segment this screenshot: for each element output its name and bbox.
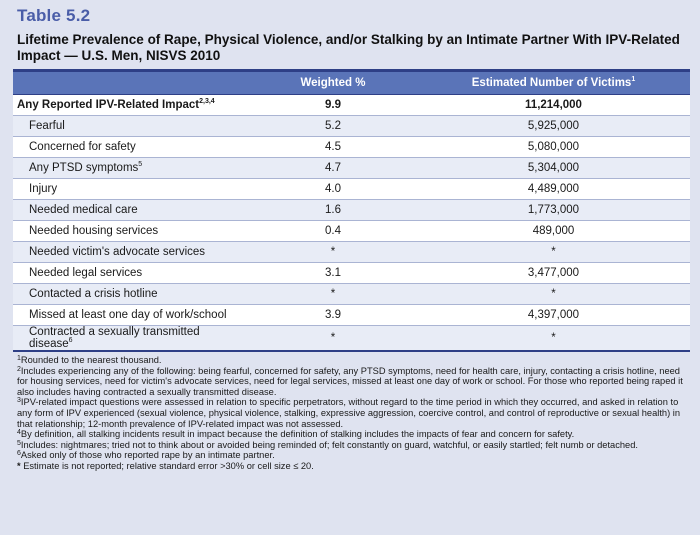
header-blank [13,71,249,95]
header-weighted-percent-label: Weighted % [300,77,366,89]
weighted-percent-cell: 0.4 [249,221,417,242]
table-row [13,179,690,200]
footnote [17,366,689,398]
footnote [17,429,689,440]
weighted-percent-cell: 9.9 [249,95,417,116]
footnote-text: Includes: nightmares; tried not to think about or avoided being reminded of; felt constantly on guard, watchful, or easily startled; felt numb or detached. [20,439,638,450]
weighted-percent-cell: * [249,326,417,352]
table-header-row [13,71,690,95]
row-label-cell [13,326,249,352]
weighted-percent-cell: 1.6 [249,200,417,221]
weighted-percent-cell: 5.2 [249,116,417,137]
data-table [13,69,690,352]
footnote-text: Asked only of those who reported rape by an intimate partner. [20,450,275,461]
row-footnote-mark: 2,3,4 [199,98,215,105]
table-number: Table 5.2 [17,6,91,25]
table-row [13,242,690,263]
table-row [13,221,690,242]
footnote-mark: * [17,460,24,471]
row-label: Any Reported IPV-Related Impact [17,99,200,111]
table-row [13,305,690,326]
estimated-victims-cell: 11,214,000 [417,95,690,116]
row-label-cell [13,137,249,158]
footnotes [17,355,689,472]
footnote-mark: 6 [17,450,21,458]
estimated-victims-cell: 5,080,000 [417,137,690,158]
row-label: Contracted a sexually transmitted disease [29,326,200,350]
row-label-cell [13,200,249,221]
row-footnote-mark: 6 [68,337,73,344]
row-label: Contacted a crisis hotline [29,288,158,300]
table-row [13,200,690,221]
row-label: Any PTSD symptoms [29,162,139,174]
weighted-percent-cell: 4.5 [249,137,417,158]
row-label: Needed victim's advocate services [29,246,206,258]
footnote-mark: 5 [17,439,21,447]
weighted-percent-cell: * [249,284,417,305]
footnote-mark: 2 [17,365,21,373]
table-row [13,326,690,352]
table-row [13,116,690,137]
estimated-victims-cell: * [417,326,690,352]
header-estimated-victims-label: Estimated Number of Victims [471,77,632,89]
footnote-text: Rounded to the nearest thousand. [20,355,162,365]
estimated-victims-cell: 1,773,000 [417,200,690,221]
estimated-victims-cell: * [417,242,690,263]
row-label: Needed housing services [29,225,159,237]
footnote [17,450,689,461]
footnote-text: Includes experiencing any of the following: being fearful, concerned for safety, any PTSD symptoms, need for health care, injury, contacting a crisis hotline, need for housing services, need for victim's advocate services, need for legal services, missed at least one day of work or school. For those who reported being raped it also includes having contracted a sexually transmitted disease. [17,365,683,397]
estimated-victims-cell: 4,397,000 [417,305,690,326]
footnote-text: Estimate is not reported; relative standard error >30% or cell size ≤ 20. [23,460,314,471]
weighted-percent-cell: 3.1 [249,263,417,284]
header-weighted-percent [249,71,417,95]
row-label-cell [13,242,249,263]
row-label: Needed legal services [29,267,143,279]
estimated-victims-cell: 489,000 [417,221,690,242]
row-label: Missed at least one day of work/school [29,309,227,321]
row-footnote-mark: 5 [138,161,143,168]
table-row [13,137,690,158]
footnote-text: By definition, all stalking incidents result in impact because the definition of stalking includes the impacts of fear and concern for safety. [20,429,575,440]
row-label-cell [13,284,249,305]
table-title: Lifetime Prevalence of Rape, Physical Violence, and/or Stalking by an Intimate Partner With IPV-Related Impact — U.S. Men, NISVS 2010 [17,32,680,63]
footnote-mark: 3 [17,397,21,405]
weighted-percent-cell: 4.0 [249,179,417,200]
table-row [13,95,690,116]
estimated-victims-cell: 4,489,000 [417,179,690,200]
estimated-victims-cell: * [417,284,690,305]
footnote [17,397,689,429]
weighted-percent-cell: 4.7 [249,158,417,179]
row-label: Fearful [29,120,65,132]
table-row [13,284,690,305]
header-estimated-victims [417,71,690,95]
header-footnote-mark: 1 [631,76,636,83]
row-label: Concerned for safety [29,141,136,153]
row-label: Needed medical care [29,204,138,216]
footnote-mark: 4 [17,429,21,437]
row-label-cell [13,95,249,116]
footnote-text: IPV-related impact questions were assessed in relation to specific perpetrators, without regard to the time period in which they occurred, and asked in relation to any form of IPV experienced (sexual violence, physical violence, stalking, expressive aggression, coercive control, and control of reproductive or sexual health) in that relationship; 12-month prevalence of IPV-related impact was not assessed. [17,397,681,429]
estimated-victims-cell: 5,925,000 [417,116,690,137]
row-label: Injury [29,183,58,195]
estimated-victims-cell: 5,304,000 [417,158,690,179]
footnote [17,461,689,472]
table-row [13,158,690,179]
row-label-cell [13,305,249,326]
row-label-cell [13,263,249,284]
footnote [17,355,689,366]
weighted-percent-cell: 3.9 [249,305,417,326]
row-label-cell [13,116,249,137]
estimated-victims-cell: 3,477,000 [417,263,690,284]
footnote [17,440,689,451]
table-row [13,263,690,284]
row-label-cell [13,221,249,242]
weighted-percent-cell: * [249,242,417,263]
row-label-cell [13,158,249,179]
footnote-mark: 1 [17,355,21,362]
row-label-cell [13,179,249,200]
